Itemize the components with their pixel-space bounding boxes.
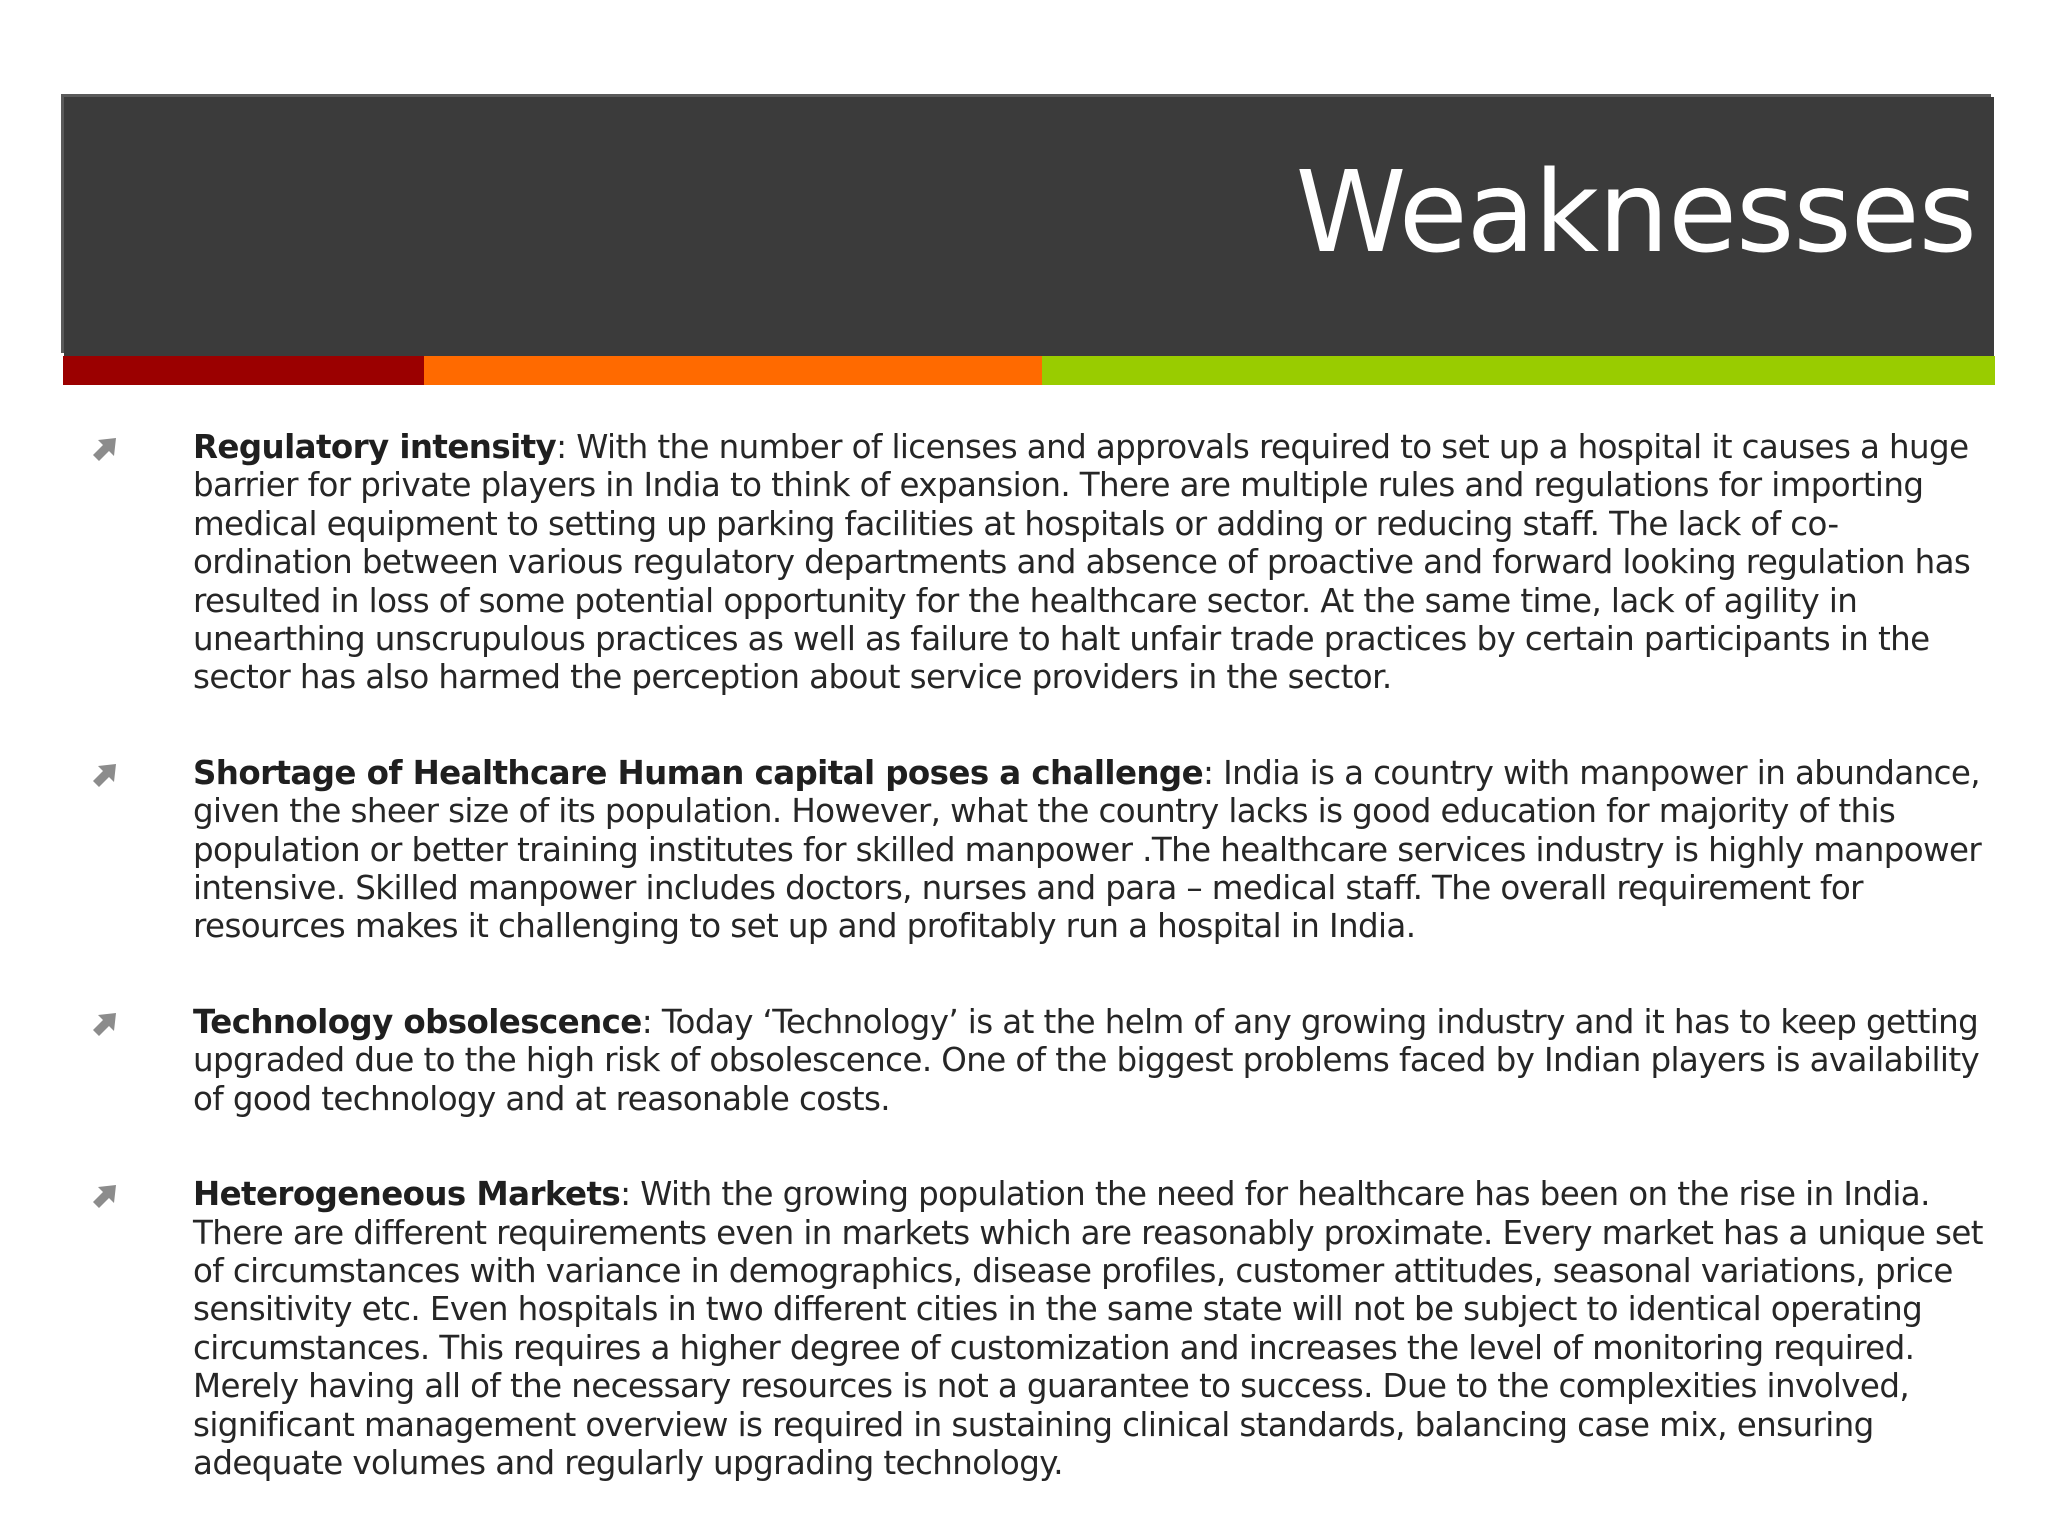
arrow-up-right-icon <box>92 436 118 462</box>
title-band <box>64 97 1994 356</box>
list-item <box>0 754 2048 946</box>
list-item-text <box>193 1175 1998 1482</box>
arrow-up-right-icon <box>92 1183 118 1209</box>
accent-bar <box>63 356 1995 385</box>
item-heading: Regulatory intensity <box>193 428 557 466</box>
list-item <box>0 428 2048 697</box>
item-body: : India is a country with manpower in abundance, given the sheer size of its population. However, what the country lacks is good education for majority of this population or better training institutes for skilled manpower .The healthcare services industry is highly manpower intensive. Skilled manpower includes doctors, nurses and para – medical staff. The overall requirement for resources makes it challenging to set up and profitably run a hospital in India. <box>193 753 1982 946</box>
item-heading: Heterogeneous Markets <box>193 1175 621 1214</box>
accent-segment-green <box>1042 356 1995 385</box>
list-item-text <box>193 428 1998 697</box>
item-heading: Technology obsolescence <box>193 1002 642 1041</box>
accent-segment-red <box>63 356 424 385</box>
list-item <box>0 1175 2048 1482</box>
item-heading: Shortage of Healthcare Human capital poses a challenge <box>193 753 1204 792</box>
slide-title: Weaknesses <box>1295 148 1976 278</box>
list-item <box>0 1003 2048 1118</box>
arrow-up-right-icon <box>92 1011 118 1037</box>
arrow-up-right-icon <box>92 762 118 788</box>
accent-segment-orange <box>424 356 1042 385</box>
bullet-list <box>0 428 2048 1539</box>
list-item-text <box>193 754 1998 946</box>
item-body: : With the number of licenses and approvals required to set up a hospital it causes a huge barrier for private players in India to think of expansion. There are multiple rules and regulations for importing medical equipment to setting up parking facilities at hospitals or adding or reducing staff. The lack of co-ordination between various regulatory departments and absence of proactive and forward looking regulation has resulted in loss of some potential opportunity for the healthcare sector. At the same time, lack of agility in unearthing unscrupulous practices as well as failure to halt unfair trade practices by certain participants in the sector has also harmed the perception about service providers in the sector. <box>193 428 1971 697</box>
item-body: : Today ‘Technology’ is at the helm of any growing industry and it has to keep getting upgraded due to the high risk of obsolescence. One of the biggest problems faced by Indian players is availability of good technology and at reasonable costs. <box>193 1002 1980 1118</box>
list-item-text <box>193 1003 1998 1118</box>
item-body: : With the growing population the need for healthcare has been on the rise in India. There are different requirements even in markets which are reasonably proximate. Every market has a unique set of circumstances with variance in demographics, disease profiles, customer attitudes, seasonal variations, price sensitivity etc. Even hospitals in two different cities in the same state will not be subject to identical operating circumstances. This requires a higher degree of customization and increases the level of monitoring required. Merely having all of the necessary resources is not a guarantee to success. Due to the complexities involved, significant management overview is required in sustaining clinical standards, balancing case mix, ensuring adequate volumes and regularly upgrading technology. <box>193 1175 1983 1482</box>
